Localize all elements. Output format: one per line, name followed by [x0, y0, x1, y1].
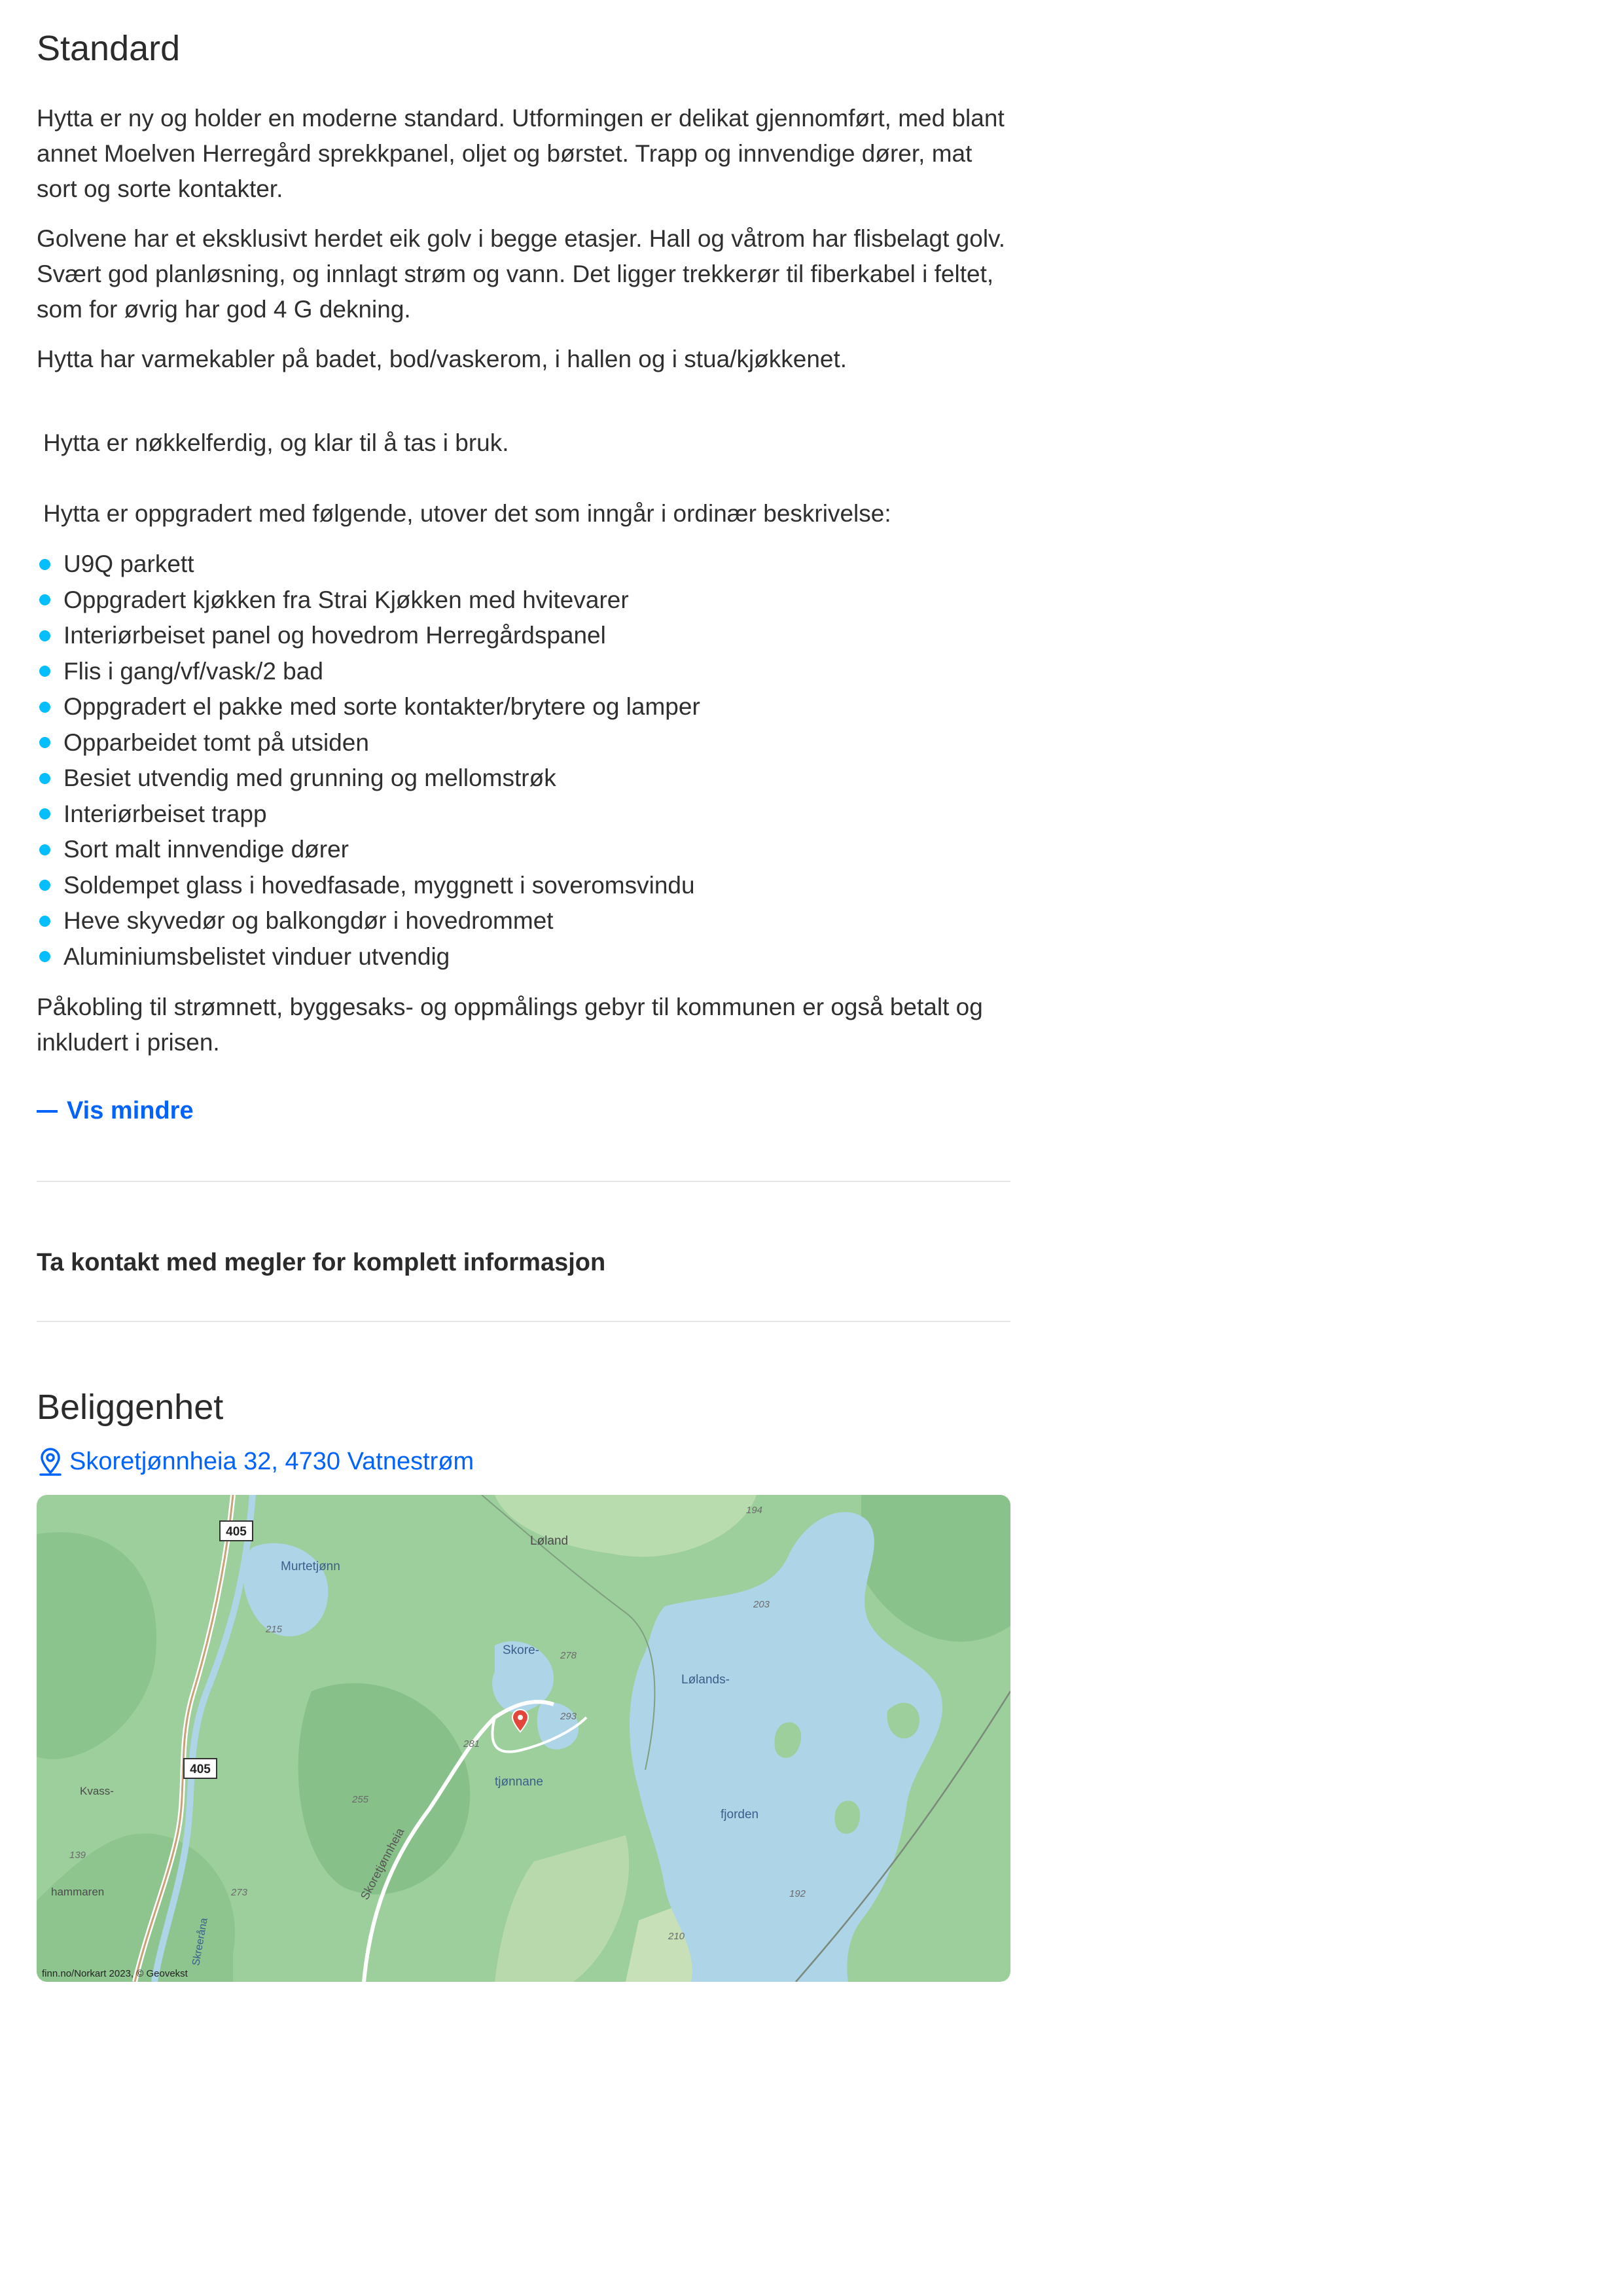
- map-label-murtetjonn: Murtetjønn: [281, 1560, 340, 1573]
- divider: [37, 1181, 1010, 1182]
- map-elevation: 194: [746, 1505, 763, 1516]
- minus-icon: [37, 1110, 58, 1113]
- bullet-dot-icon: [39, 916, 50, 927]
- list-item: Interiørbeiset panel og hovedrom Herregårdspanel: [37, 618, 1010, 654]
- bullet-dot-icon: [39, 666, 50, 677]
- map-elevation: 278: [560, 1650, 577, 1661]
- road-shield-405-north: [220, 1521, 253, 1541]
- svg-text:405: 405: [226, 1525, 247, 1539]
- bullet-dot-icon: [39, 951, 50, 962]
- list-item: Heve skyvedør og balkongdør i hovedrommet: [37, 903, 1010, 939]
- map-canvas: [37, 1495, 1010, 1982]
- list-item: Flis i gang/vf/vask/2 bad: [37, 654, 1010, 690]
- map-elevation: 215: [266, 1624, 283, 1635]
- bullet-dot-icon: [39, 594, 50, 605]
- map-label-hammaren: hammaren: [51, 1886, 105, 1898]
- map-elevation: 273: [231, 1887, 248, 1898]
- road-shield-405-south: [184, 1759, 217, 1778]
- location-title: Beliggenhet: [37, 1388, 224, 1427]
- list-item: Opparbeidet tomt på utsiden: [37, 725, 1010, 761]
- bullet-dot-icon: [39, 808, 50, 819]
- list-item: Besiet utvendig med grunning og mellomstrøk: [37, 761, 1010, 797]
- map-elevation: 192: [789, 1888, 806, 1899]
- list-item: Aluminiumsbelistet vinduer utvendig: [37, 939, 1010, 975]
- bullet-dot-icon: [39, 702, 50, 713]
- bullet-dot-icon: [39, 844, 50, 855]
- map-label-loland: Løland: [530, 1534, 569, 1548]
- list-item: Interiørbeiset trapp: [37, 797, 1010, 833]
- svg-text:405: 405: [190, 1763, 211, 1776]
- bullet-dot-icon: [39, 559, 50, 570]
- bullet-dot-icon: [39, 737, 50, 748]
- map-attribution: finn.no/Norkart 2023, © Geovekst: [42, 1968, 188, 1979]
- contact-broker-text: Ta kontakt med megler for komplett informasjon: [37, 1249, 606, 1276]
- map-label-fjorden: fjorden: [721, 1808, 759, 1821]
- list-item: Soldempet glass i hovedfasade, myggnett i soveromsvindu: [37, 868, 1010, 904]
- divider: [37, 1321, 1010, 1322]
- list-item: Oppgradert el pakke med sorte kontakter/brytere og lamper: [37, 689, 1010, 725]
- map-elevation: 139: [69, 1850, 86, 1861]
- standard-paragraph-2: Golvene har et eksklusivt herdet eik golv i begge etasjer. Hall og våtrom har flisbelagt golv. Svært god planløsning, og innlagt strøm og vann. Det ligger trekkerør til fiberkabel i feltet, som for øvrig har god 4 G dekning.: [37, 225, 1006, 323]
- vis-mindre-button[interactable]: Vis mindre: [37, 1097, 194, 1125]
- list-item: Sort malt innvendige dører: [37, 832, 1010, 868]
- map-label-lolands: Lølands-: [681, 1673, 730, 1687]
- map-label-skore: Skore-: [503, 1643, 539, 1657]
- standard-paragraph-3: Hytta har varmekabler på badet, bod/vaskerom, i hallen og i stua/kjøkkenet.: [37, 346, 847, 372]
- standard-title: Standard: [37, 29, 181, 68]
- map-elevation: 203: [753, 1599, 770, 1610]
- address-link[interactable]: Skoretjønnheia 32, 4730 Vatnestrøm: [37, 1446, 474, 1477]
- upgrade-intro: Hytta er oppgradert med følgende, utover det som inngår i ordinær beskrivelse:: [43, 500, 891, 527]
- bullet-dot-icon: [39, 630, 50, 641]
- map-elevation: 281: [463, 1738, 480, 1749]
- map-label-river: Skreeråna: [190, 1917, 210, 1967]
- map-view[interactable]: [37, 1495, 1010, 1982]
- map-label-kvass: Kvass-: [80, 1785, 114, 1797]
- bullet-dot-icon: [39, 773, 50, 784]
- ready-text: Hytta er nøkkelferdig, og klar til å tas i bruk.: [43, 429, 509, 456]
- map-elevation: 210: [668, 1931, 685, 1942]
- map-label-road: Skoretjønnheia: [357, 1825, 407, 1902]
- map-elevation: 293: [560, 1711, 577, 1722]
- map-label-tjonnane: tjønnane: [495, 1775, 543, 1789]
- list-item: U9Q parkett: [37, 547, 1010, 583]
- map-elevation: 255: [352, 1794, 369, 1805]
- closing-paragraph: Påkobling til strømnett, byggesaks- og oppmålings gebyr til kommunen er også betalt og inkludert i prisen.: [37, 994, 983, 1056]
- map-pin-icon: [37, 1446, 64, 1477]
- bullet-dot-icon: [39, 880, 50, 891]
- upgrade-list: [37, 547, 1010, 975]
- list-item: Oppgradert kjøkken fra Strai Kjøkken med hvitevarer: [37, 583, 1010, 619]
- standard-paragraph-1: Hytta er ny og holder en moderne standard. Utformingen er delikat gjennomført, med blant annet Moelven Herregård sprekkpanel, oljet og børstet. Trapp og innvendige dører, mat sort og sorte kontakter.: [37, 105, 1005, 202]
